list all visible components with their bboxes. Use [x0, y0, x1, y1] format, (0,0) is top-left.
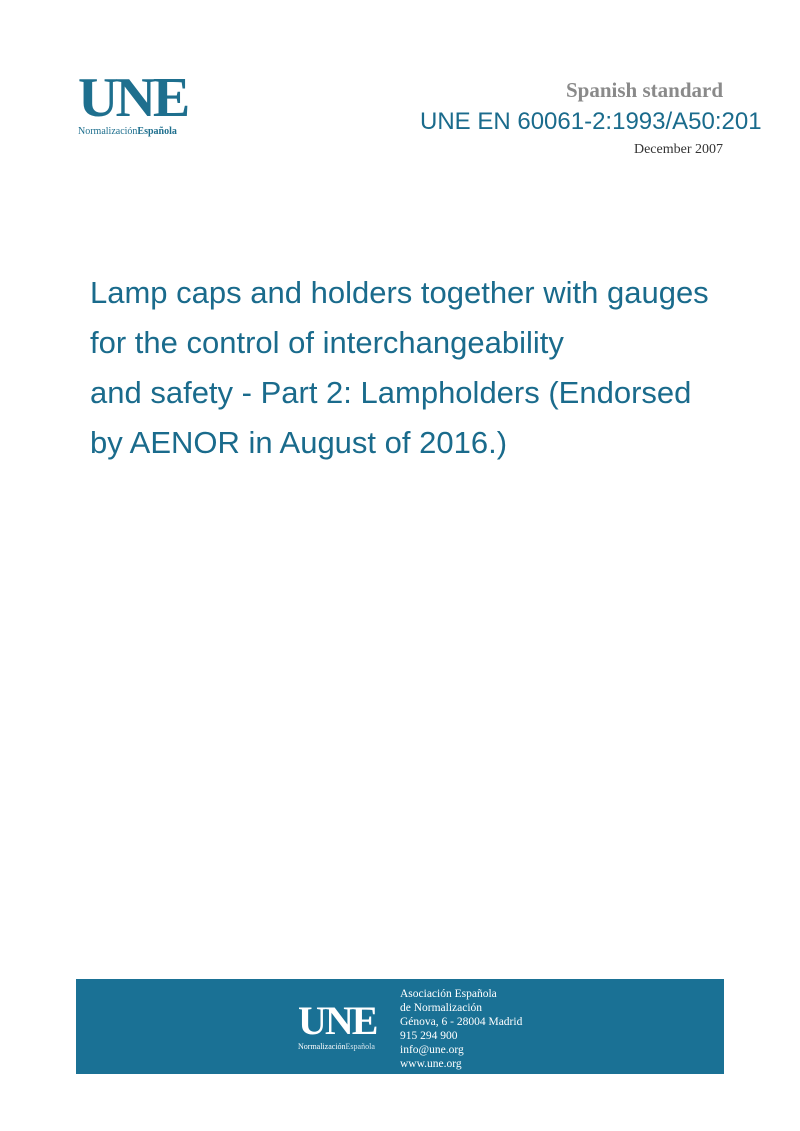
footer-phone: 915 294 900 — [400, 1030, 458, 1042]
standard-date: December 2007 — [633, 142, 723, 157]
footer-band — [76, 979, 724, 1074]
footer-logo-subtitle — [298, 1042, 376, 1051]
footer-website[interactable]: www.une.org — [400, 1058, 462, 1070]
standard-code: UNE EN 60061-2:1993/A50:201 — [420, 108, 762, 135]
footer-logo — [298, 998, 377, 1051]
logo-sub-b: Española — [137, 126, 177, 137]
logo-subtitle — [78, 126, 187, 137]
footer-address: Génova, 6 - 28004 Madrid — [400, 1016, 523, 1028]
footer-logo-sub-a: Normalización — [298, 1042, 346, 1051]
footer-contact — [400, 987, 522, 1071]
footer-logo-sub-b: Española — [345, 1042, 375, 1051]
logo-sub-a: Normalización — [78, 126, 138, 137]
standard-kind: Spanish standard — [566, 78, 723, 102]
title-line: Lamp caps and holders together with gauges — [90, 275, 709, 310]
title-line: for the control of interchangeability — [90, 325, 564, 360]
document-title — [90, 268, 750, 468]
footer-email[interactable]: info@une.org — [400, 1044, 464, 1056]
title-line: by AENOR in August of 2016.) — [90, 425, 508, 460]
footer-org-line-2: de Normalización — [400, 1002, 483, 1014]
title-line: and safety - Part 2: Lampholders (Endorsed — [90, 375, 692, 410]
une-logo — [78, 67, 188, 137]
footer-logo-mark: UNE — [298, 998, 377, 1043]
logo-mark: UNE — [78, 67, 188, 129]
footer-org-line-1: Asociación Española — [400, 988, 497, 1000]
